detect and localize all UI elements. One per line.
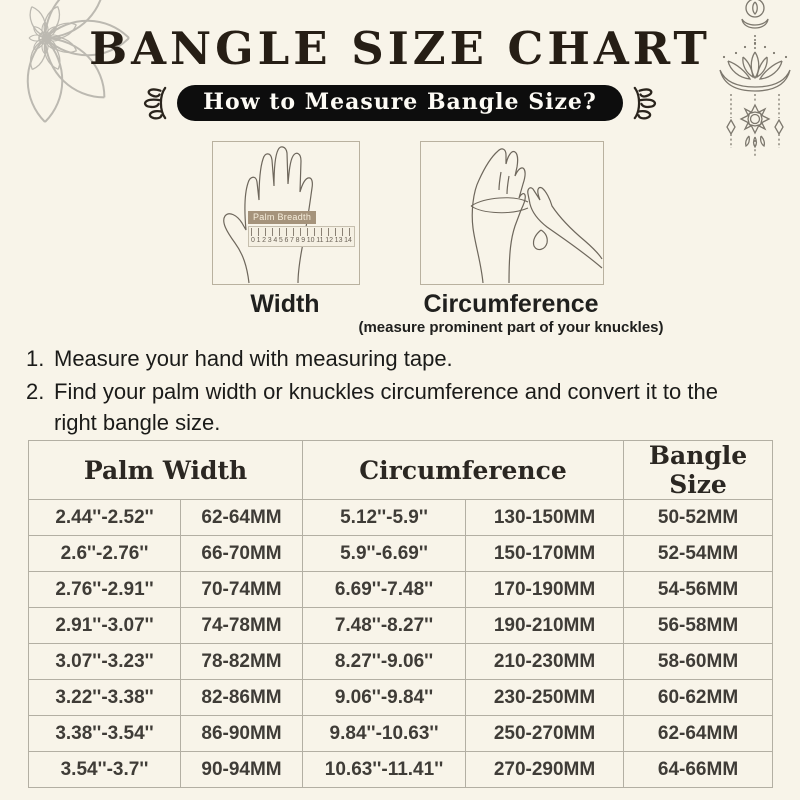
ruler-number: 6	[284, 237, 289, 244]
table-cell: 2.44''-2.52''	[29, 500, 181, 536]
ruler-number: 2	[262, 237, 267, 244]
table-row	[29, 680, 773, 716]
table-cell: 270-290MM	[466, 752, 624, 788]
table-cell: 62-64MM	[624, 716, 773, 752]
table-cell: 7.48''-8.27''	[303, 608, 466, 644]
circumference-illustration	[420, 141, 604, 285]
instructions	[26, 343, 752, 440]
flourish-left-icon	[134, 84, 168, 122]
page-title: BANGLE SIZE CHART	[89, 22, 711, 75]
bangle-size-table	[28, 440, 773, 788]
table-cell: 52-54MM	[624, 536, 773, 572]
table-cell: 74-78MM	[181, 608, 303, 644]
table-cell: 58-60MM	[624, 644, 773, 680]
table-cell: 56-58MM	[624, 608, 773, 644]
step-text: Find your palm width or knuckles circumference and convert it to the right bangle size.	[54, 379, 718, 435]
table-cell: 62-64MM	[181, 500, 303, 536]
table-row	[29, 716, 773, 752]
table-cell: 9.84''-10.63''	[303, 716, 466, 752]
table-cell: 66-70MM	[181, 536, 303, 572]
table-cell: 5.12''-5.9''	[303, 500, 466, 536]
table-cell: 82-86MM	[181, 680, 303, 716]
hands-measuring-icon	[421, 142, 603, 284]
banner-row	[0, 84, 800, 122]
table-cell: 10.63''-11.41''	[303, 752, 466, 788]
ruler-number: 13	[334, 237, 343, 244]
table-cell: 70-74MM	[181, 572, 303, 608]
step-number: 2.	[26, 379, 45, 404]
ruler-number: 4	[273, 237, 278, 244]
palm-width-illustration	[212, 141, 360, 285]
ruler-number: 11	[316, 237, 324, 244]
step-text: Measure your hand with measuring tape.	[54, 346, 453, 371]
width-caption: Width	[250, 290, 320, 318]
table-row	[29, 536, 773, 572]
table-cell: 2.76''-2.91''	[29, 572, 181, 608]
circumference-caption: Circumference	[423, 290, 599, 318]
table-cell: 3.38''-3.54''	[29, 716, 181, 752]
header-bangle-size: Bangle Size	[624, 441, 773, 500]
ruler-number: 7	[290, 237, 294, 244]
ruler-number: 8	[295, 237, 300, 244]
step-number: 1.	[26, 346, 45, 371]
ruler-number: 12	[325, 237, 333, 244]
table-cell: 3.54''-3.7''	[29, 752, 181, 788]
table-cell: 3.07''-3.23''	[29, 644, 181, 680]
table-row	[29, 644, 773, 680]
table-row	[29, 572, 773, 608]
ruler-number: 10	[306, 237, 315, 244]
table-header-row	[29, 441, 773, 500]
table-cell: 2.91''-3.07''	[29, 608, 181, 644]
ruler-number: 14	[344, 237, 352, 244]
table-cell: 9.06''-9.84''	[303, 680, 466, 716]
ruler-numbers	[249, 236, 354, 246]
instruction-step-2	[26, 376, 752, 438]
circumference-note: (measure prominent part of your knuckles)	[358, 319, 664, 336]
table-cell: 190-210MM	[466, 608, 624, 644]
table-cell: 8.27''-9.06''	[303, 644, 466, 680]
table-cell: 90-94MM	[181, 752, 303, 788]
table-cell: 3.22''-3.38''	[29, 680, 181, 716]
table-row	[29, 752, 773, 788]
table-cell: 210-230MM	[466, 644, 624, 680]
ruler-number: 1	[256, 237, 261, 244]
ruler-ticks	[251, 228, 352, 236]
table-cell: 230-250MM	[466, 680, 624, 716]
table-row	[29, 500, 773, 536]
table-cell: 86-90MM	[181, 716, 303, 752]
flourish-right-icon	[632, 84, 666, 122]
table-cell: 78-82MM	[181, 644, 303, 680]
table-cell: 54-56MM	[624, 572, 773, 608]
instruction-step-1	[26, 343, 752, 374]
table-cell: 250-270MM	[466, 716, 624, 752]
ruler-number: 5	[278, 237, 283, 244]
table-row	[29, 608, 773, 644]
table-cell: 170-190MM	[466, 572, 624, 608]
header-palm-width: Palm Width	[29, 441, 303, 500]
how-to-measure-banner: How to Measure Bangle Size?	[177, 85, 623, 121]
table-cell: 60-62MM	[624, 680, 773, 716]
table-cell: 6.69''-7.48''	[303, 572, 466, 608]
ruler-number: 9	[301, 237, 306, 244]
table-cell: 64-66MM	[624, 752, 773, 788]
ruler	[248, 226, 355, 247]
table-cell: 50-52MM	[624, 500, 773, 536]
table-cell: 150-170MM	[466, 536, 624, 572]
table-cell: 5.9''-6.69''	[303, 536, 466, 572]
ruler-number: 3	[267, 237, 272, 244]
ruler-number: 0	[251, 237, 255, 244]
table-cell: 2.6''-2.76''	[29, 536, 181, 572]
table-cell: 130-150MM	[466, 500, 624, 536]
header-circumference: Circumference	[303, 441, 624, 500]
palm-breadth-label: Palm Breadth	[248, 211, 316, 224]
